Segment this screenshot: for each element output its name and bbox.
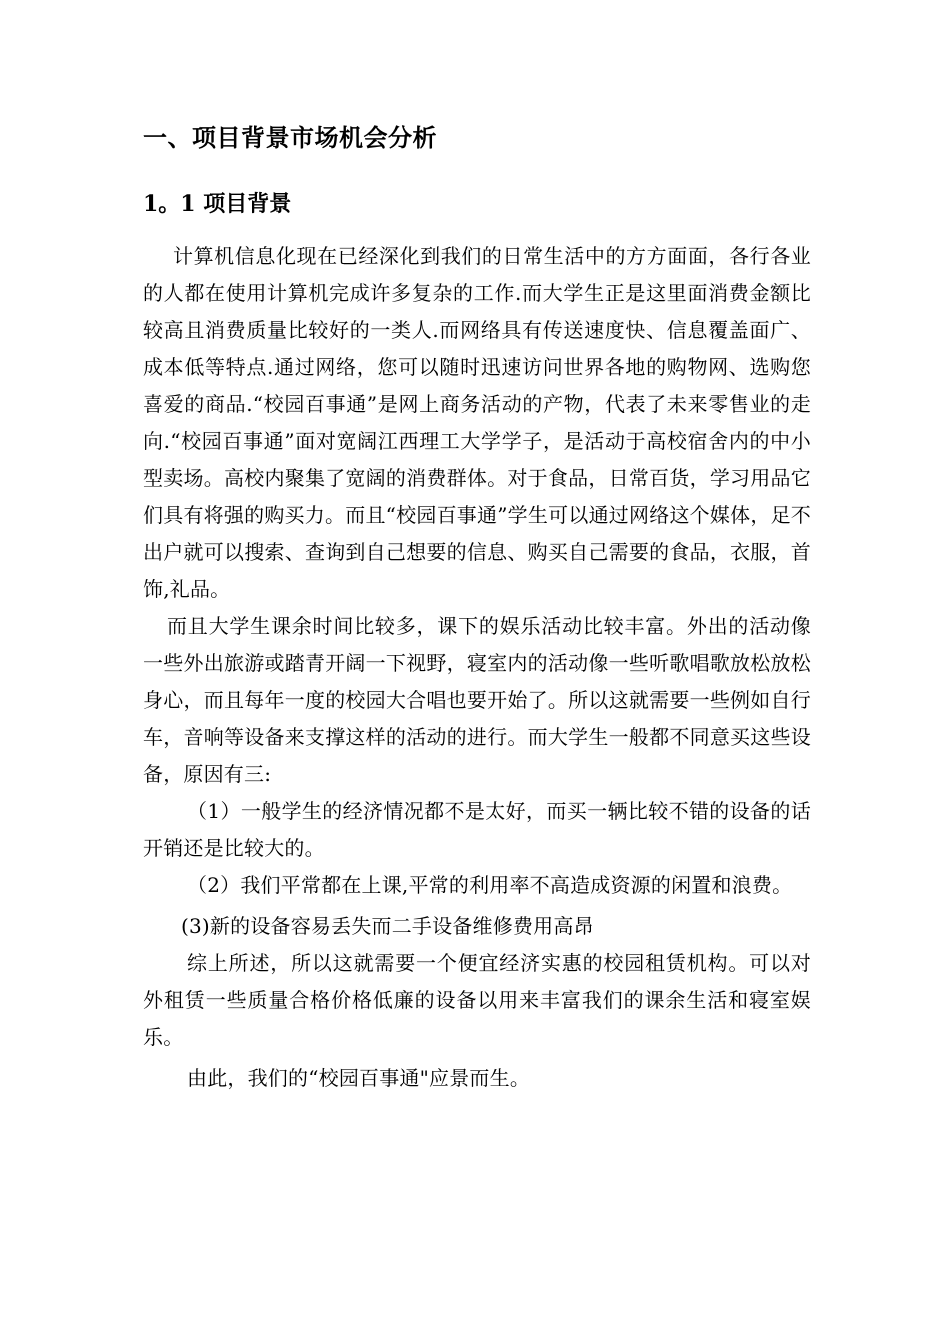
- paragraph-background: 计算机信息化现在已经深化到我们的日常生活中的方方面面，各行各业的人都在使用计算机完成许多复杂的工作.而大学生正是这里面消费金额比较高且消费质量比较好的一类人.而网络具有传送速度快、信息覆盖面广、成本低等特点.通过网络，您可以随时迅速访问世界各地的购物网、选购您喜爱的商品.“校园百事通”是网上商务活动的产物，代表了未来零售业的走向.“校园百事通”面对宽阔江西理工大学学子，是活动于高校宿舍内的中小型卖场。高校内聚集了宽阔的消费群体。对于食品，日常百货，学习用品它们具有将强的购买力。而且“校园百事通”学生可以通过网络这个媒体，足不出户就可以搜索、查询到自己想要的信息、购买自己需要的食品，衣服，首饰,礼品。: [143, 244, 811, 601]
- subsection-heading: 1。1 项目背景: [143, 191, 292, 217]
- paragraph-conclusion: 由此，我们的“校园百事通"应景而生。: [187, 1066, 531, 1090]
- paragraph-summary: 综上所述，所以这就需要一个便宜经济实惠的校园租赁机构。可以对外租赁一些质量合格价格低廉的设备以用来丰富我们的课余生活和寝室娱乐。: [143, 951, 811, 1049]
- paragraph-leisure: 而且大学生课余时间比较多，课下的娱乐活动比较丰富。外出的活动像一些外出旅游或踏青开阔一下视野，寝室内的活动像一些听歌唱歌放松放松身心，而且每年一度的校园大合唱也要开始了。所以这就需要一些例如自行车，音响等设备来支撑这样的活动的进行。而大学生一般都不同意买这些设备，原因有三:: [143, 614, 811, 786]
- document-body: [143, 114, 811, 1097]
- paragraph-reason-2: （2）我们平常都在上课,平常的利用率不高造成资源的闲置和浪费。: [187, 873, 793, 897]
- paragraph-reason-3: (3)新的设备容易丢失而二手设备维修费用高昂: [181, 914, 594, 938]
- paragraph-reason-1: （1）一般学生的经济情况都不是太好，而买一辆比较不错的设备的话开销还是比较大的。: [143, 799, 811, 860]
- section-heading: 一、项目背景市场机会分析: [143, 123, 437, 152]
